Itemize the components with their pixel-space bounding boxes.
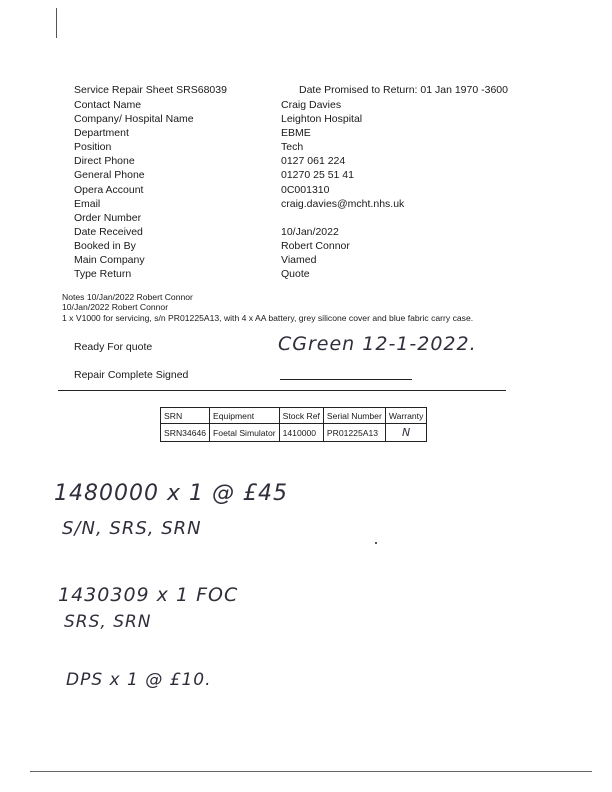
detail-value: 10/Jan/2022 [281,225,339,238]
detail-label: Date Received [74,225,143,238]
detail-label: Opera Account [74,183,144,196]
handwritten-line: SRS, SRN [64,612,152,632]
detail-value: Quote [281,268,310,281]
scan-mark [56,8,57,38]
detail-row [74,154,514,168]
detail-value: 0127 061 224 [281,155,346,168]
detail-row [74,197,514,211]
column-header-serial-number: Serial Number [323,408,385,424]
detail-label: Position [74,141,112,154]
column-header-srn: SRN [161,408,210,424]
detail-row [74,112,514,126]
scan-speck [375,542,377,544]
detail-label: Email [74,197,101,210]
handwritten-line: S/N, SRS, SRN [62,518,202,539]
notes-line: 1 x V1000 for servicing, s/n PR01225A13, with 4 x AA battery, grey silicone cover and blue fabric carry case. [62,312,474,323]
ready-for-quote-label: Ready For quote [74,341,153,353]
sheet-title: Service Repair Sheet SRS68039 [74,84,227,96]
handwritten-line: 1480000 x 1 @ £45 [54,481,288,506]
detail-value: 0C001310 [281,183,330,196]
detail-row [74,140,514,154]
detail-value: 01270 25 51 41 [281,169,354,182]
column-header-warranty: Warranty [385,408,427,424]
detail-label: Order Number [74,211,142,224]
table-cell: PR01225A13 [323,424,385,442]
table-cell: Foetal Simulator [210,424,280,442]
detail-value: Tech [281,141,304,154]
signature-line [280,379,412,380]
detail-label: Type Return [74,268,132,281]
detail-row [74,267,514,281]
notes-line: Notes 10/Jan/2022 Robert Connor [62,292,193,302]
detail-row [74,211,514,225]
detail-row [74,98,514,112]
handwritten-line: 1430309 x 1 FOC [58,584,239,606]
detail-value: craig.davies@mcht.nhs.uk [281,197,405,210]
detail-row [74,225,514,239]
detail-value: Viamed [281,254,317,267]
detail-label: General Phone [74,169,145,182]
detail-label: Department [74,127,129,140]
detail-label: Company/ Hospital Name [74,113,194,126]
detail-row [74,253,514,267]
detail-row [74,239,514,253]
ready-for-quote-signature: CGreen 12-1-2022. [278,333,477,355]
detail-label: Direct Phone [74,155,135,168]
table-cell: 1410000 [279,424,323,442]
handwritten-line: DPS x 1 @ £10. [66,670,212,690]
bottom-scan-edge [30,771,592,772]
table-cell: SRN34646 [161,424,210,442]
detail-label: Main Company [74,254,145,267]
detail-label: Booked in By [74,239,136,252]
section-divider [58,390,506,391]
table-header-row [161,408,427,424]
detail-label: Contact Name [74,99,142,111]
table-row [161,424,427,442]
notes-block [62,292,473,323]
warranty-handwritten-mark: N [385,424,427,442]
detail-row [74,126,514,140]
equipment-table [160,407,427,442]
date-promised: Date Promised to Return: 01 Jan 1970 -3600 [299,84,508,96]
notes-line: 10/Jan/2022 Robert Connor [62,302,169,313]
detail-value: EBME [281,127,311,140]
detail-value: Leighton Hospital [281,113,363,126]
column-header-equipment: Equipment [210,408,280,424]
detail-value: Robert Connor [281,239,350,252]
detail-row [74,168,514,182]
detail-row [74,183,514,197]
detail-value: Craig Davies [281,99,342,111]
repair-complete-label: Repair Complete Signed [74,369,189,381]
column-header-stock-ref: Stock Ref [279,408,323,424]
contact-details [74,98,514,281]
